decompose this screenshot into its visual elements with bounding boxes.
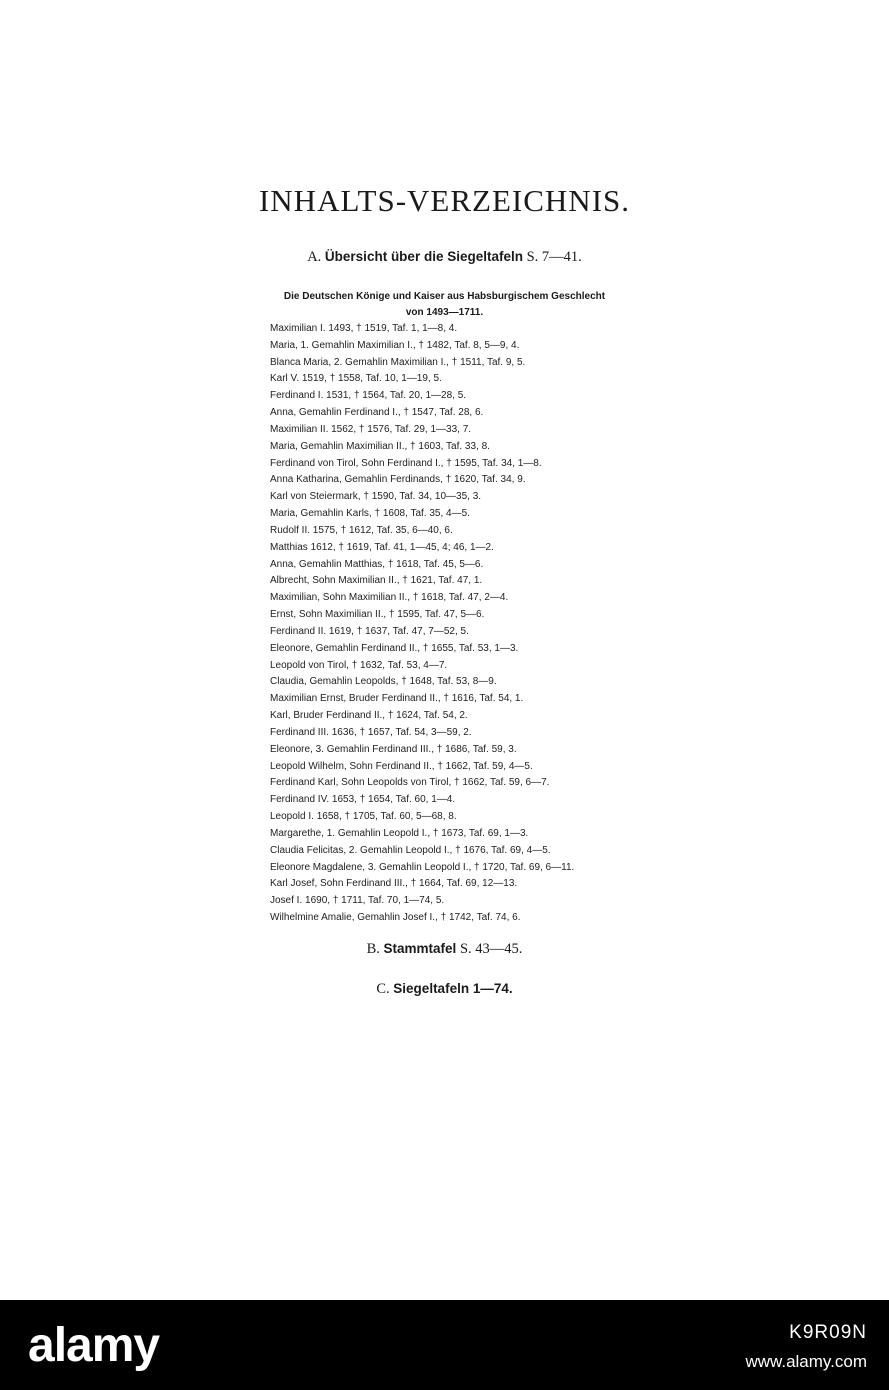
list-item: Ferdinand I. 1531, † 1564, Taf. 20, 1—28, 5. xyxy=(270,390,467,402)
list-item: Margarethe, 1. Gemahlin Leopold I., † 1673, Taf. 69, 1—3. xyxy=(270,827,529,839)
list-item: Josef I. 1690, † 1711, Taf. 70, 1—74, 5. xyxy=(270,895,445,907)
subtitle-line-1: Die Deutschen Könige und Kaiser aus Habsburgischem Geschlecht xyxy=(283,291,606,302)
page-title: INHALTS-VERZEICHNIS. xyxy=(258,183,631,218)
list-item: Karl, Bruder Ferdinand II., † 1624, Taf. 54, 2. xyxy=(270,710,468,722)
list-item: Leopold I. 1658, † 1705, Taf. 60, 5—68, 8. xyxy=(270,811,457,823)
section-subtitle xyxy=(0,289,889,321)
subtitle-line-2: von 1493—1711. xyxy=(405,307,484,318)
section-c-letter: C. xyxy=(376,981,390,997)
section-b-pages: S. 43—45. xyxy=(459,941,523,957)
list-item: Ferdinand IV. 1653, † 1654, Taf. 60, 1—4. xyxy=(270,794,456,806)
section-a-label: Übersicht über die Siegeltafeln xyxy=(324,249,523,264)
list-item: Maria, Gemahlin Maximilian II., † 1603, Taf. 33, 8. xyxy=(270,440,490,452)
list-item: Ferdinand II. 1619, † 1637, Taf. 47, 7—52, 5. xyxy=(270,625,469,637)
image-id-block xyxy=(745,1322,867,1372)
list-item: Eleonore, Gemahlin Ferdinand II., † 1655, Taf. 53, 1—3. xyxy=(270,642,519,654)
list-item: Leopold von Tirol, † 1632, Taf. 53, 4—7. xyxy=(270,659,448,671)
list-item: Leopold Wilhelm, Sohn Ferdinand II., † 1662, Taf. 59, 4—5. xyxy=(270,760,533,772)
list-item: Ferdinand III. 1636, † 1657, Taf. 54, 3—59, 2. xyxy=(270,726,472,738)
section-a-heading xyxy=(0,249,889,266)
entry-list xyxy=(270,321,670,927)
section-a-pages: S. 7—41. xyxy=(526,249,582,265)
section-c-label: Siegeltafeln 1—74. xyxy=(393,981,513,996)
list-item: Ernst, Sohn Maximilian II., † 1595, Taf. 47, 5—6. xyxy=(270,609,485,621)
section-b-heading xyxy=(0,941,889,958)
list-item: Maximilian II. 1562, † 1576, Taf. 29, 1—33, 7. xyxy=(270,423,472,435)
section-c-heading xyxy=(0,981,889,998)
list-item: Eleonore Magdalene, 3. Gemahlin Leopold I., † 1720, Taf. 69, 6—11. xyxy=(270,861,575,873)
list-item: Anna Katharina, Gemahlin Ferdinands, † 1620, Taf. 34, 9. xyxy=(270,474,526,486)
list-item: Anna, Gemahlin Ferdinand I., † 1547, Taf. 28, 6. xyxy=(270,407,484,419)
list-item: Maria, 1. Gemahlin Maximilian I., † 1482, Taf. 8, 5—9, 4. xyxy=(270,339,520,351)
list-item: Maximilian, Sohn Maximilian II., † 1618, Taf. 47, 2—4. xyxy=(270,592,509,604)
list-item: Maximilian I. 1493, † 1519, Taf. 1, 1—8, 4. xyxy=(270,323,458,334)
list-item: Karl V. 1519, † 1558, Taf. 10, 1—19, 5. xyxy=(270,373,442,385)
list-item: Matthias 1612, † 1619, Taf. 41, 1—45, 4; 46, 1—2. xyxy=(270,541,494,553)
section-a-letter: A. xyxy=(307,249,322,265)
list-item: Maria, Gemahlin Karls, † 1608, Taf. 35, 4—5. xyxy=(270,508,470,520)
site-url: www.alamy.com xyxy=(745,1352,867,1371)
list-item: Blanca Maria, 2. Gemahlin Maximilian I., † 1511, Taf. 9, 5. xyxy=(270,356,526,368)
list-item: Karl Josef, Sohn Ferdinand III., † 1664, Taf. 69, 12—13. xyxy=(270,878,518,890)
list-item: Anna, Gemahlin Matthias, † 1618, Taf. 45, 5—6. xyxy=(270,558,484,570)
section-b-label: Stammtafel xyxy=(383,941,457,956)
list-item: Claudia Felicitas, 2. Gemahlin Leopold I., † 1676, Taf. 69, 4—5. xyxy=(270,844,551,856)
list-item: Wilhelmine Amalie, Gemahlin Josef I., † 1742, Taf. 74, 6. xyxy=(270,911,521,923)
image-id: K9R09N xyxy=(789,1322,867,1343)
list-item: Claudia, Gemahlin Leopolds, † 1648, Taf. 53, 8—9. xyxy=(270,676,497,688)
list-item: Eleonore, 3. Gemahlin Ferdinand III., † 1686, Taf. 59, 3. xyxy=(270,743,517,755)
section-b-letter: B. xyxy=(366,941,380,957)
list-item: Rudolf II. 1575, † 1612, Taf. 35, 6—40, 6. xyxy=(270,524,453,536)
list-item: Ferdinand von Tirol, Sohn Ferdinand I., † 1595, Taf. 34, 1—8. xyxy=(270,457,542,469)
list-item: Albrecht, Sohn Maximilian II., † 1621, Taf. 47, 1. xyxy=(270,575,483,587)
list-item: Ferdinand Karl, Sohn Leopolds von Tirol, † 1662, Taf. 59, 6—7. xyxy=(270,777,550,789)
list-item: Maximilian Ernst, Bruder Ferdinand II., † 1616, Taf. 54, 1. xyxy=(270,693,524,705)
alamy-logo: alamy xyxy=(28,1319,160,1372)
list-item: Karl von Steiermark, † 1590, Taf. 34, 10—35, 3. xyxy=(270,491,482,503)
stock-footer-bar xyxy=(0,1300,889,1390)
